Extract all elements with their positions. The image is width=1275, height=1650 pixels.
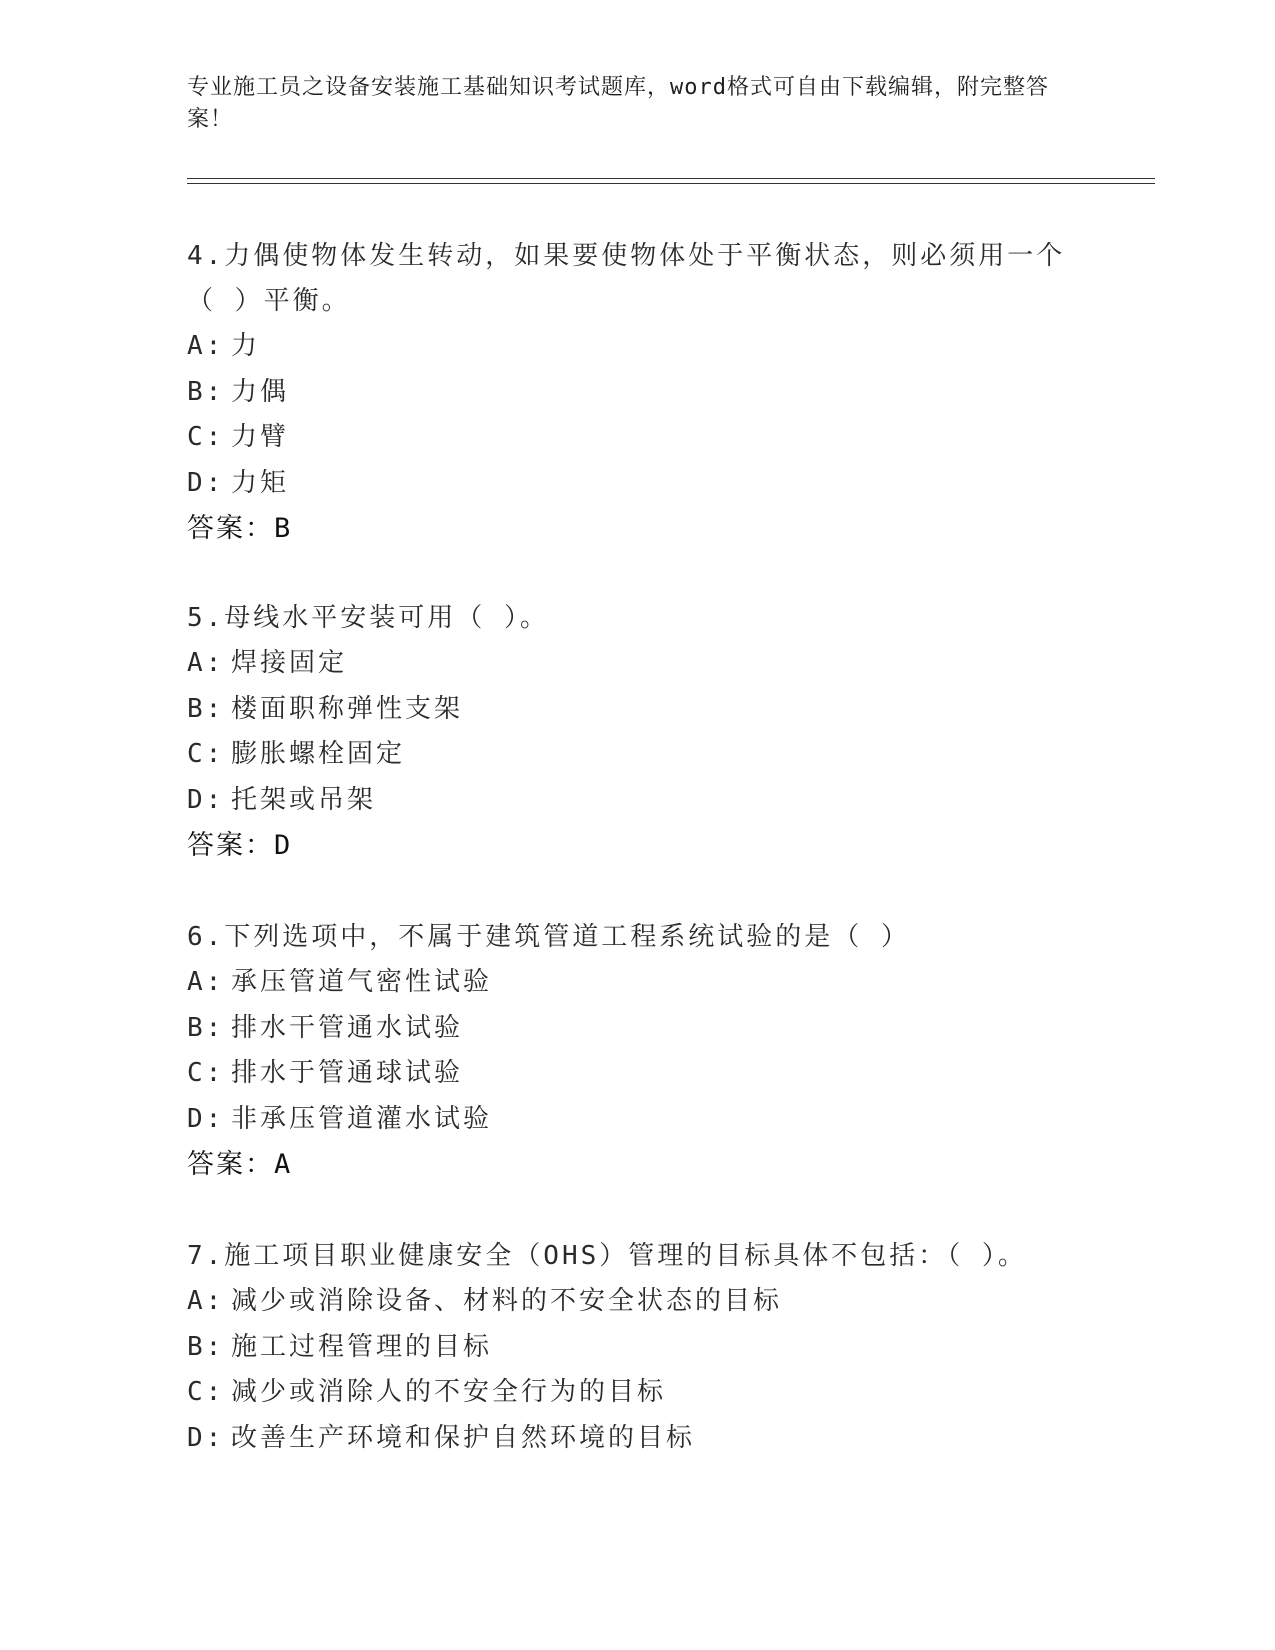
option-a (187, 960, 1087, 1006)
option-text: 排水于管通球试验 (231, 1058, 464, 1088)
option-text: 楼面职称弹性支架 (231, 693, 464, 724)
option-letter: C: (187, 739, 225, 769)
option-text: 膨胀螺栓固定 (231, 739, 406, 769)
option-letter: C: (187, 1377, 225, 1407)
header-divider-top (187, 178, 1155, 179)
option-a (187, 324, 1087, 370)
header-divider-bottom (187, 183, 1155, 184)
option-text: 减少或消除人的不安全行为的目标 (231, 1377, 667, 1407)
option-text: 力偶 (231, 376, 290, 407)
option-b (187, 370, 1087, 416)
question-4 (187, 234, 1087, 551)
option-letter: A: (187, 1286, 225, 1316)
option-text: 力矩 (231, 467, 290, 498)
option-c (187, 732, 1087, 778)
option-d (187, 1097, 1087, 1143)
option-c (187, 1370, 1087, 1416)
option-text: 施工过程管理的目标 (231, 1331, 493, 1362)
answer-line: 答案：B (187, 513, 293, 544)
option-letter: B: (187, 693, 225, 724)
option-d (187, 1416, 1087, 1462)
option-b (187, 1325, 1087, 1371)
question-stem: 4.力偶使物体发生转动，如果要使物体处于平衡状态，则必须用一个（ ）平衡。 (187, 241, 1066, 316)
option-letter: D: (187, 1422, 225, 1453)
option-text: 力臂 (231, 422, 290, 452)
answer-line: 答案：D (187, 830, 293, 861)
question-6 (187, 915, 1087, 1187)
answer-line: 答案：A (187, 1149, 293, 1180)
option-text: 改善生产环境和保护自然环境的目标 (231, 1422, 696, 1453)
question-stem: 5.母线水平安装可用（ ）。 (187, 603, 549, 633)
option-d (187, 461, 1087, 507)
option-letter: A: (187, 967, 225, 997)
option-text: 排水干管通水试验 (231, 1012, 464, 1043)
option-text: 托架或吊架 (231, 784, 377, 815)
option-b (187, 687, 1087, 733)
option-text: 力 (231, 331, 261, 361)
question-stem: 7.施工项目职业健康安全（OHS）管理的目标具体不包括：（ ）。 (187, 1241, 1027, 1271)
option-letter: D: (187, 467, 225, 498)
option-letter: B: (187, 1012, 225, 1043)
option-letter: C: (187, 1058, 225, 1088)
option-text: 承压管道气密性试验 (231, 967, 493, 997)
option-letter: A: (187, 648, 225, 678)
option-letter: C: (187, 422, 225, 452)
option-c (187, 1051, 1087, 1097)
option-d (187, 778, 1087, 824)
option-text: 焊接固定 (231, 648, 348, 678)
option-letter: B: (187, 376, 225, 407)
option-letter: A: (187, 331, 225, 361)
option-letter: B: (187, 1331, 225, 1362)
option-b (187, 1006, 1087, 1052)
option-c (187, 415, 1087, 461)
document-intro: 专业施工员之设备安装施工基础知识考试题库，word格式可自由下载编辑，附完整答案！ (187, 75, 1049, 132)
option-a (187, 1279, 1087, 1325)
option-text: 非承压管道灌水试验 (231, 1103, 493, 1134)
option-letter: D: (187, 1103, 225, 1134)
option-text: 减少或消除设备、材料的不安全状态的目标 (231, 1286, 783, 1316)
question-5 (187, 596, 1087, 868)
option-letter: D: (187, 784, 225, 815)
question-stem: 6.下列选项中，不属于建筑管道工程系统试验的是（ ） (187, 922, 910, 952)
option-a (187, 641, 1087, 687)
question-7 (187, 1234, 1087, 1461)
